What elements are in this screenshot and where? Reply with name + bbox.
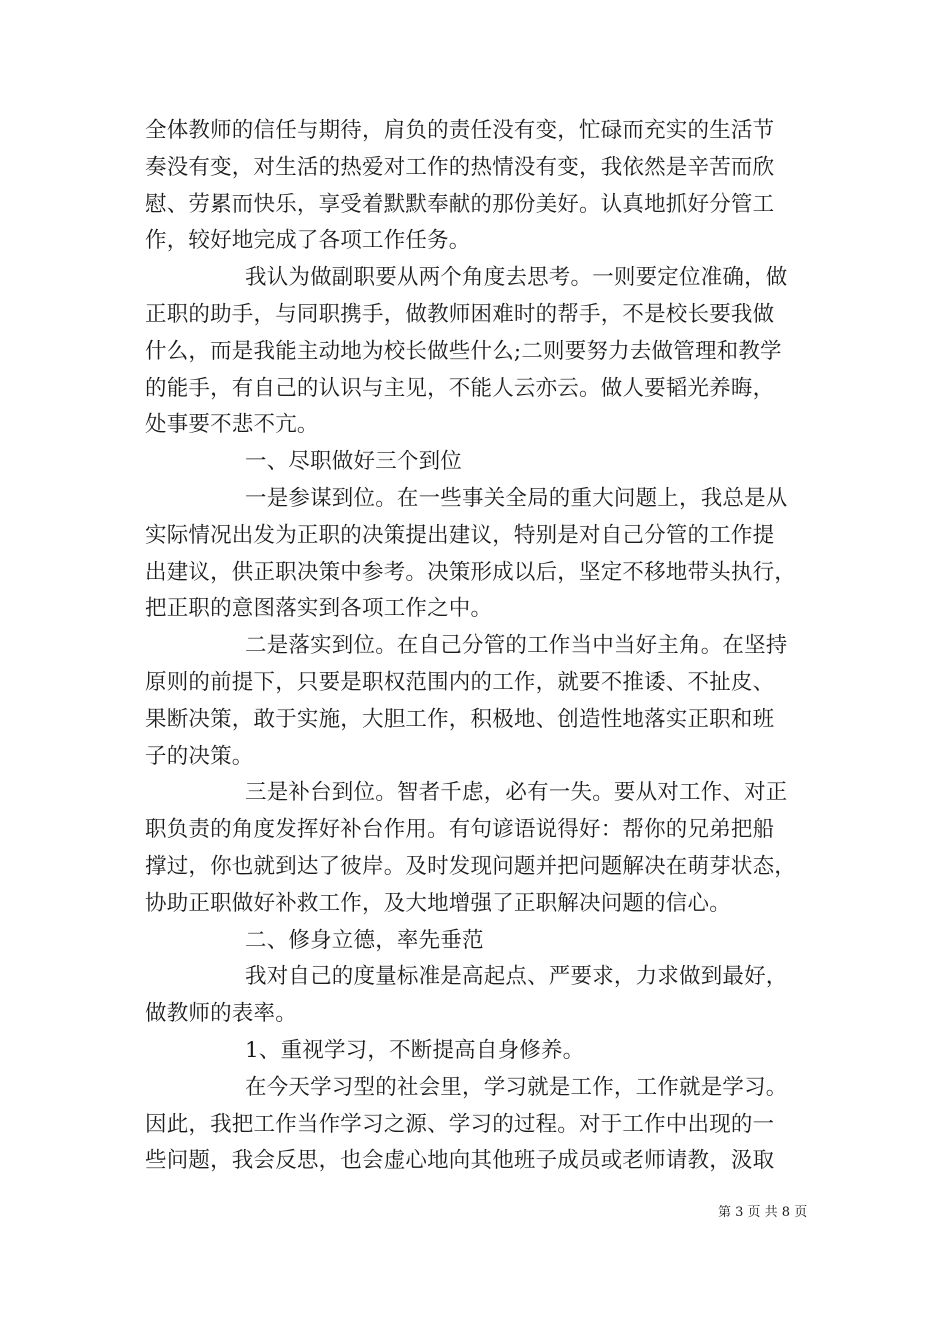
text-line: 协助正职做好补救工作，及大地增强了正职解决问题的信心。 xyxy=(145,890,731,916)
page-number: 第 3 页 共 8 页 xyxy=(718,1205,808,1220)
text-line: 什么，而是我能主动地为校长做些什么;二则要努力去做管理和教学 xyxy=(145,338,782,364)
body-text xyxy=(145,113,810,1180)
text-line: 实际情况出发为正职的决策提出建议，特别是对自己分管的工作提 xyxy=(145,522,775,548)
section-heading: 一、尽职做好三个到位 xyxy=(245,449,463,475)
section-heading: 二、修身立德，率先垂范 xyxy=(245,927,484,953)
text-line: 子的决策。 xyxy=(145,743,254,769)
text-line: 全体教师的信任与期待，肩负的责任没有变，忙碌而充实的生活节 xyxy=(145,118,775,143)
text-line: 作，较好地完成了各项工作任务。 xyxy=(145,228,471,254)
text-line: 撑过，你也就到达了彼岸。及时发现问题并把问题解决在萌芽状态， xyxy=(145,853,797,879)
paragraph-start-line: 我认为做副职要从两个角度去思考。一则要定位准确，做 xyxy=(245,265,788,291)
text-line: 职负责的角度发挥好补台作用。有句谚语说得好：帮你的兄弟把船 xyxy=(145,817,775,843)
text-line: 奏没有变，对生活的热爱对工作的热情没有变，我依然是辛苦而欣 xyxy=(145,154,775,180)
text-line: 的能手，有自己的认识与主见，不能人云亦云。做人要韬光养晦， xyxy=(145,375,775,401)
text-line: 出建议，供正职决策中参考。决策形成以后，坚定不移地带头执行， xyxy=(145,559,797,585)
text-line: 慰、劳累而快乐，享受着默默奉献的那份美好。认真地抓好分管工 xyxy=(145,191,775,217)
text-line: 果断决策，敢于实施，大胆工作，积极地、创造性地落实正职和班 xyxy=(145,706,775,732)
text-line: 把正职的意图落实到各项工作之中。 xyxy=(145,596,493,622)
subsection-heading: 1、重视学习，不断提高自身修养。 xyxy=(245,1037,585,1063)
text-line: 原则的前提下，只要是职权范围内的工作，就要不推诿、不扯皮、 xyxy=(145,669,775,695)
paragraph-start-line: 一是参谋到位。在一些事关全局的重大问题上，我总是从 xyxy=(245,485,788,511)
paragraph-start-line: 我对自己的度量标准是高起点、严要求，力求做到最好， xyxy=(245,964,788,990)
paragraph-start-line: 在今天学习型的社会里，学习就是工作，工作就是学习。 xyxy=(245,1074,788,1100)
paragraph-start-line: 三是补台到位。智者千虑，必有一失。要从对工作、对正 xyxy=(245,780,788,806)
paragraph-start-line: 二是落实到位。在自己分管的工作当中当好主角。在坚持 xyxy=(245,633,788,659)
text-line: 处事要不悲不亢。 xyxy=(145,412,319,438)
text-line: 做教师的表率。 xyxy=(145,1001,297,1027)
text-line: 正职的助手，与同职携手，做教师困难时的帮手，不是校长要我做 xyxy=(145,301,775,327)
text-line: 因此，我把工作当作学习之源、学习的过程。对于工作中出现的一 xyxy=(145,1111,775,1137)
text-line: 些问题，我会反思，也会虚心地向其他班子成员或老师请教，汲取 xyxy=(145,1148,775,1174)
